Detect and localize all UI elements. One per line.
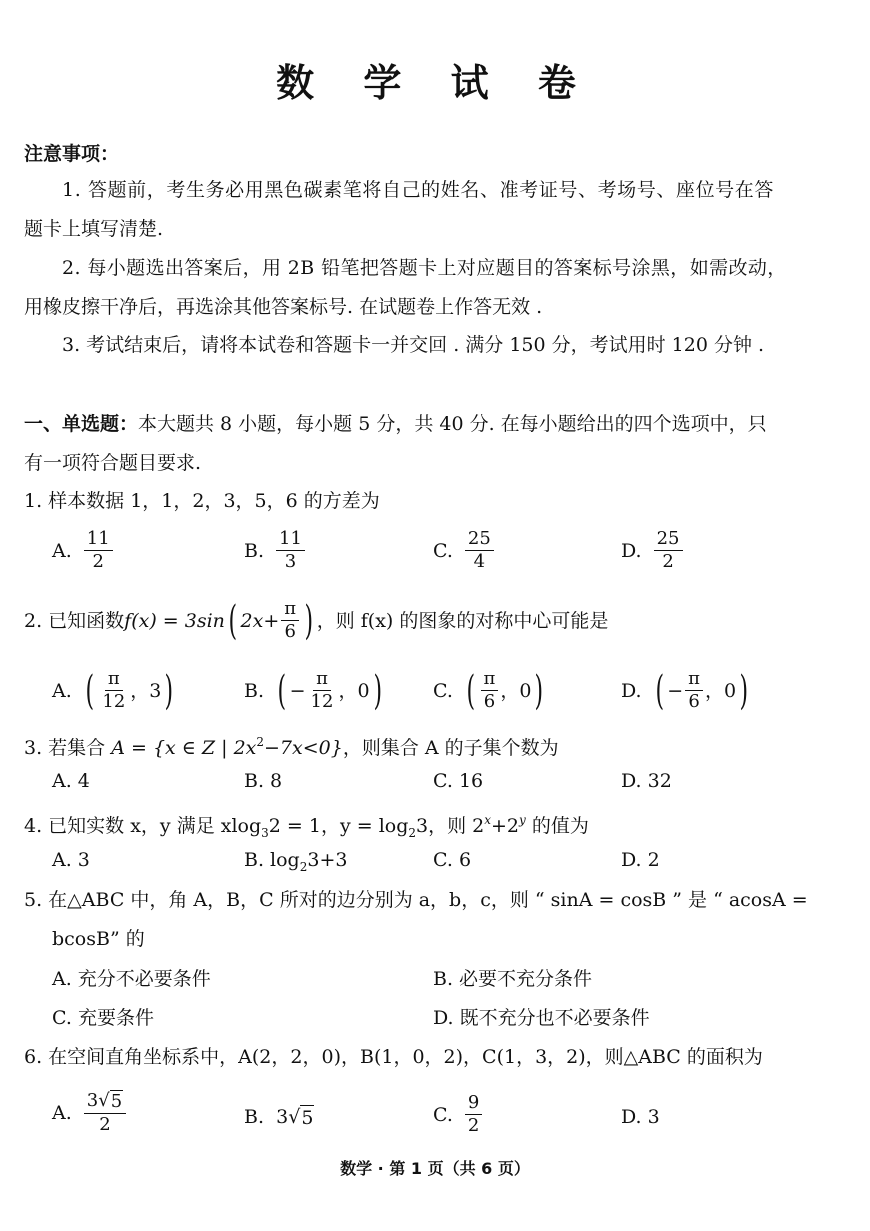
- denominator: 12: [310, 691, 334, 712]
- right-paren: ): [373, 667, 382, 714]
- q6-option-a: [52, 1090, 128, 1136]
- notice-item-2a: 2. 每小题选出答案后，用 2B 铅笔把答题卡上对应题目的答案标号涂黑，如需改动，: [62, 257, 787, 279]
- fraction: [465, 1092, 482, 1137]
- right-paren: ): [164, 667, 174, 714]
- denominator: 2: [99, 1114, 111, 1135]
- numerator: 25: [465, 528, 494, 551]
- numerator: π: [281, 598, 299, 621]
- section1-intro: 本大题共 8 小题，每小题 5 分，共 40 分. 在每小题给出的四个选项中，只: [138, 413, 767, 435]
- section1-line2: 有一项符合题目要求.: [24, 452, 202, 474]
- fraction: [465, 528, 494, 573]
- notice-heading: 注意事项：: [24, 143, 120, 165]
- numerator: π: [105, 668, 123, 691]
- denominator: 6: [284, 621, 296, 642]
- option-label: B.: [244, 539, 265, 562]
- option-label: B.: [244, 679, 265, 702]
- denominator: 3: [284, 551, 297, 572]
- sign: −: [667, 679, 684, 702]
- radicand: 5: [301, 1107, 314, 1129]
- coord-tail: ，3: [130, 679, 162, 702]
- q4-stem-e: 的值为: [525, 815, 589, 837]
- q2-suffix: ，则 f(x) 的图象的对称中心可能是: [316, 609, 609, 632]
- fraction: [654, 528, 683, 573]
- q3-option-a: A. 4: [52, 770, 90, 792]
- numerator: π: [685, 668, 703, 691]
- superscript: 2: [256, 735, 265, 749]
- q2-inner: 2x+: [240, 609, 280, 632]
- option-label: A.: [52, 679, 72, 702]
- q3-stem-d: ，则集合 A 的子集个数为: [342, 737, 559, 759]
- numerator: 9: [465, 1092, 482, 1115]
- q1-option-a: [52, 528, 115, 573]
- q2-option-a: [52, 668, 177, 713]
- coefficient: 3: [86, 1090, 99, 1111]
- right-paren: ): [534, 667, 544, 714]
- fraction: [84, 1090, 126, 1136]
- q2-stem: [24, 598, 608, 643]
- q1-option-d: [621, 528, 685, 573]
- option-label: D.: [621, 539, 642, 562]
- denominator: 6: [483, 691, 496, 712]
- fraction: [481, 668, 499, 713]
- subscript: 2: [408, 826, 417, 840]
- q4-stem-c: 3，则 2: [416, 815, 485, 837]
- option-label: C.: [433, 1103, 453, 1126]
- q3-option-b: B. 8: [244, 770, 283, 792]
- numerator: 11: [84, 528, 113, 551]
- q6-option-d: D. 3: [621, 1106, 660, 1128]
- notice-item-2b: 用橡皮擦干净后，再选涂其他答案标号. 在试题卷上作答无效 .: [24, 296, 543, 318]
- option-label: A.: [52, 1102, 72, 1124]
- section1-heading: 一、单选题：: [24, 413, 139, 435]
- left-paren: (: [466, 667, 476, 714]
- denominator: 2: [92, 551, 104, 572]
- q3-stem-a: 3. 若集合: [24, 737, 112, 759]
- left-paren: (: [655, 667, 664, 714]
- q4-b-a: B. log: [244, 849, 300, 871]
- q4-option-a: A. 3: [52, 849, 90, 871]
- coefficient: 3: [276, 1106, 289, 1128]
- q4-option-c: C. 6: [433, 849, 472, 871]
- q6-option-b: [244, 1105, 314, 1130]
- q2-option-b: [244, 668, 385, 713]
- q1-stem: 1. 样本数据 1，1，2，3，5，6 的方差为: [24, 490, 380, 512]
- left-paren: (: [277, 667, 287, 714]
- q4-b-b: 3+3: [307, 849, 348, 871]
- q3-set-tail: −7x<0}: [264, 737, 343, 759]
- fraction: [99, 668, 128, 713]
- sqrt-sign: √ 5: [288, 1106, 314, 1129]
- q6-stem: 6. 在空间直角坐标系中，A(2，2，0)，B(1，0，2)，C(1，3，2)，则△ABC 的面积为: [24, 1046, 763, 1068]
- denominator: 2: [662, 551, 674, 572]
- q3-set: A = {x ∈ Z | 2x: [111, 737, 257, 759]
- subscript: 2: [299, 860, 308, 874]
- radicand: 5: [110, 1091, 123, 1112]
- notice-item-3: 3. 考试结束后，请将本试卷和答题卡一并交回 . 满分 150 分，考试用时 120 分钟 .: [62, 334, 765, 356]
- notice-item-1a: 1. 答题前，考生务必用黑色碳素笔将自己的姓名、准考证号、考场号、座位号在答: [62, 179, 774, 201]
- numerator: π: [313, 668, 331, 691]
- right-paren: ): [739, 667, 749, 714]
- section1-line1: [24, 412, 767, 436]
- q1-option-b: [244, 528, 307, 573]
- right-paren: ): [304, 597, 314, 644]
- numerator: [84, 1090, 126, 1114]
- superscript: y: [519, 813, 526, 827]
- subscript: 3: [261, 826, 269, 840]
- q5-option-c: C. 充要条件: [52, 1007, 154, 1029]
- q6-option-c: [433, 1092, 484, 1137]
- q3-option-d: D. 32: [621, 770, 672, 792]
- q4-stem-a: 4. 已知实数 x，y 满足 xlog: [24, 815, 262, 837]
- q2-func: f(x) = 3sin: [124, 609, 225, 632]
- notice-item-1b: 题卡上填写清楚.: [24, 218, 164, 240]
- numerator: π: [481, 668, 499, 691]
- denominator: 2: [467, 1115, 480, 1136]
- coord-tail: ，0: [338, 679, 370, 702]
- q5-option-b: B. 必要不充分条件: [433, 968, 593, 990]
- q5-line2: bcosB” 的: [52, 928, 145, 950]
- sign: −: [289, 679, 306, 702]
- fraction: [281, 598, 299, 643]
- q3-stem: [24, 730, 559, 760]
- option-label: C.: [433, 679, 453, 702]
- q3-option-c: C. 16: [433, 770, 484, 792]
- q4-option-d: D. 2: [621, 849, 660, 871]
- q5-option-d: D. 既不充分也不必要条件: [433, 1007, 650, 1029]
- q4-option-b: [244, 848, 347, 879]
- denominator: 12: [102, 691, 126, 712]
- numerator: 25: [654, 528, 683, 551]
- q5-option-a: A. 充分不必要条件: [52, 968, 211, 990]
- page-title: 数 学 试 卷: [276, 61, 594, 105]
- left-paren: (: [228, 597, 238, 644]
- q2-prefix: 2. 已知函数: [24, 609, 125, 632]
- q5-line1: 5. 在△ABC 中，角 A，B，C 所对的边分别为 a，b，c，则 “ sinA = cosB ” 是 “ acosA =: [24, 889, 808, 911]
- option-label: D.: [621, 679, 642, 702]
- option-label: A.: [52, 539, 72, 562]
- fraction: [84, 528, 113, 573]
- option-label: B.: [244, 1106, 265, 1128]
- q2-option-c: [433, 668, 547, 713]
- option-label: C.: [433, 539, 453, 562]
- sqrt-sign: √ 5: [98, 1090, 123, 1112]
- fraction: [276, 528, 305, 573]
- coord-tail: ，0: [704, 679, 737, 702]
- denominator: 6: [688, 691, 700, 712]
- superscript: x: [484, 813, 492, 827]
- page-footer: 数学 · 第 1 页（共 6 页）: [340, 1159, 530, 1178]
- left-paren: (: [85, 667, 94, 714]
- q2-option-d: [621, 668, 752, 713]
- q4-stem-d: +2: [491, 815, 520, 837]
- fraction: [685, 668, 703, 713]
- q4-stem-b: 2 = 1，y = log: [268, 815, 409, 837]
- numerator: 11: [276, 528, 305, 551]
- coord-tail: ，0: [500, 679, 532, 702]
- q4-stem: [24, 808, 589, 845]
- q1-option-c: [433, 528, 496, 573]
- denominator: 4: [473, 551, 486, 572]
- fraction: [308, 668, 337, 713]
